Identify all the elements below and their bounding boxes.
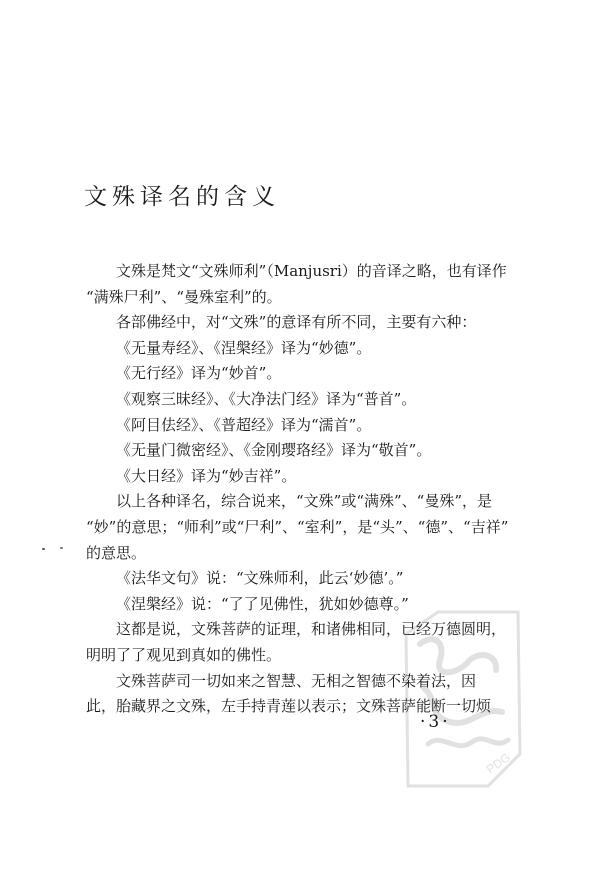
- watermark-label: PDG: [483, 750, 514, 777]
- paragraph-line: “满殊尸利”、“曼殊室利”的。: [86, 287, 282, 306]
- paragraph-line: 明明了了观见到真如的佛性。: [86, 645, 282, 664]
- paragraph-line: 文殊菩萨司一切如来之智慧、无相之智德不染着法，因: [116, 671, 477, 690]
- paragraph-line: 《无量门微密经》、《金刚璎珞经》译为“敬首”。: [116, 441, 432, 460]
- paragraph-line: “妙”的意思；“师利”或“尸利”、“室利”，是“头”、“德”、“吉祥”: [86, 517, 509, 536]
- paragraph-line: 《观察三昧经》、《大净法门经》译为“普首”。: [116, 389, 417, 408]
- section-heading: 文殊译名的含义: [84, 184, 280, 210]
- paragraph-line: 文殊是梵文“文殊师利”（Manjusri）的音译之略，也有译作: [116, 262, 507, 280]
- paragraph-line: 《涅槃经》说：“了了见佛性，犹如妙德尊。”: [116, 594, 409, 613]
- paragraph-line: 《无行经》译为“妙首”。: [116, 364, 282, 383]
- paragraph-line: 的意思。: [86, 543, 147, 562]
- pdg-watermark-stamp: [398, 604, 528, 794]
- paragraph-line: 这都是说，文殊菩萨的证理，和诸佛相同，已经万德圆明，: [116, 620, 507, 639]
- paragraph-line: 《阿目佉经》、《普超经》译为“濡首”。: [116, 415, 372, 434]
- paragraph-line: 《法华文句》说：“文殊师利，此云‘妙德’。”: [116, 569, 404, 588]
- paragraph-line: 各部佛经中，对“文殊”的意译有所不同，主要有六种：: [116, 313, 477, 332]
- scan-speck: [60, 547, 63, 549]
- scan-speck: [42, 548, 45, 550]
- page-number: ·3·: [420, 712, 451, 732]
- paragraph-line: 此，胎藏界之文殊，左手持青莲以表示；文殊菩萨能断一切烦: [86, 697, 492, 716]
- paragraph-line: 以上各种译名，综合说来，“文殊”或“满殊”、“曼殊”，是: [116, 492, 493, 511]
- paragraph-line: 《大日经》译为“妙吉祥”。: [116, 466, 297, 485]
- paragraph-line: 《无量寿经》、《涅槃经》译为“妙德”。: [116, 338, 372, 357]
